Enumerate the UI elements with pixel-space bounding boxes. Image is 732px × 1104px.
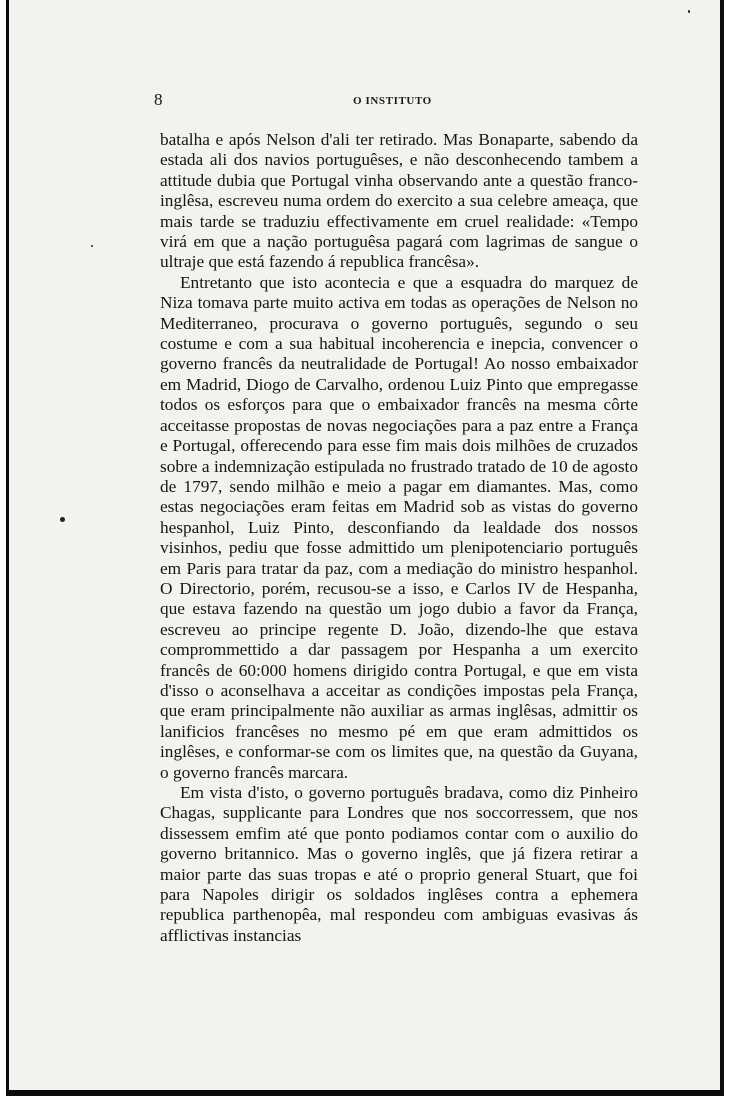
paragraph-1: batalha e após Nelson d'ali ter retirado. Mas Bonaparte, sabendo da estada ali dos navios portuguêses, e não desconhecendo tambem a attitude dubia que Portugal vinha observando ante a questão franco-inglêsa, escreveu numa ordem do exercito a sua celebre ameaça, que mais tarde se traduziu effectivamente em cruel realidade: «Tempo virá em que a nação portuguêsa pagará com lagrimas de sangue o ultraje que está fazendo á republica francêsa». <box>160 130 638 272</box>
page-border <box>6 0 724 1096</box>
page-number: 8 <box>154 90 163 109</box>
paragraph-3: Em vista d'isto, o governo português bradava, como diz Pinheiro Chagas, supplicante para Londres que nos soccorressem, que nos dissessem emfim até que ponto podiamos contar com o auxilio do governo britannico. Mas o governo inglês, que já fizera retirar a maior parte das suas tropas e até o proprio general Stuart, que foi para Napoles dirigir os soldados inglêses contra a ephemera republica parthenopêa, mal respondeu com ambiguas evasivas ás afflictivas instancias <box>160 783 638 945</box>
paragraph-2: Entretanto que isto acontecia e que a esquadra do marquez de Niza tomava parte muito activa em todas as operações de Nelson no Mediterraneo, procurava o governo português, segundo o seu costume e com a sua habitual incoherencia e inepcia, convencer o governo francês da neutralidade de Portugal! Ao nosso embaixador em Madrid, Diogo de Carvalho, ordenou Luiz Pinto que empregasse todos os esforços para que o embaixador francês na mesma côrte acceitasse propostas de novas negociações para a paz entre a França e Portugal, offerecendo para esse fim mais dois milhões de cruzados sobre a indemnização estipulada no frustrado tratado de 10 de agosto de 1797, sendo milhão e meio a pagar em diamantes. Mas, como estas negociações eram feitas em Madrid sob as vistas do governo hespanhol, Luiz Pinto, desconfiando da lealdade dos nossos visinhos, pediu que fosse admittido um plenipotenciario português em Paris para tratar da paz, com a mediação do ministro hespanhol. O Directorio, porém, recusou-se a isso, e Carlos IV de Hespanha, que estava fazendo na questão um jogo dubio a favor da França, escreveu ao principe regente D. João, dizendo-lhe que estava comprommettido a dar passagem por Hespanha a um exercito francês de 60:000 homens dirigido contra Portugal, e que em vista d'isso o aconselhava a acceitar as condições impostas pela França, que eram principalmente não auxiliar as armas inglêsas, admittir os lanificios francêses no mesmo pé em que eram admittidos os inglêses, e conformar-se com os limites que, na questão da Guyana, o governo francês marcara. <box>160 272 638 782</box>
running-title: O INSTITUTO <box>353 95 432 107</box>
